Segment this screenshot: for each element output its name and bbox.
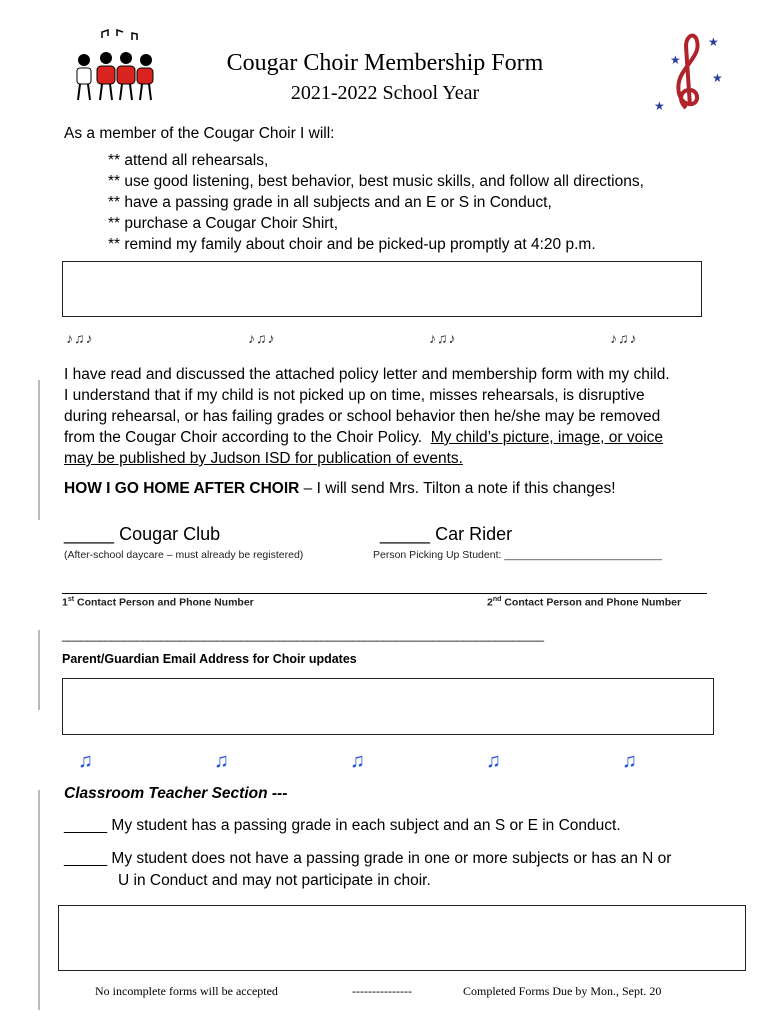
pledge-item: ** attend all rehearsals, (108, 152, 269, 169)
option-car-rider[interactable]: _____ Car Rider (380, 524, 513, 544)
svg-text:★: ★ (712, 71, 723, 85)
go-home-heading: HOW I GO HOME AFTER CHOIR (64, 480, 300, 497)
pledge-item: ** remind my family about choir and be picked-up promptly at 4:20 p.m. (108, 236, 596, 253)
svg-text:★: ★ (708, 35, 719, 49)
margin-rule (38, 380, 40, 520)
teacher-section-heading: Classroom Teacher Section --- (64, 785, 288, 802)
cougar-club-note: (After-school daycare – must already be registered) (64, 549, 304, 561)
media-consent-text: My child’s picture, image, or voice (430, 429, 664, 446)
car-rider-pickup-field[interactable]: Person Picking Up Student: ___________________________ (373, 549, 662, 561)
first-contact-label: 1st Contact Person and Phone Number (62, 596, 254, 609)
svg-text:★: ★ (654, 99, 665, 113)
policy-line: from the Cougar Choir according to the Choir Policy. My child’s picture, image, or voice (64, 429, 664, 446)
policy-line: I understand that if my child is not picked up on time, misses rehearsals, is disruptive (64, 387, 645, 404)
teacher-signature-box[interactable] (58, 905, 746, 971)
second-contact-label: 2nd Contact Person and Phone Number (487, 596, 682, 609)
student-signature-box[interactable] (62, 261, 702, 317)
pledge-item: ** purchase a Cougar Choir Shirt, (108, 215, 339, 232)
footer-separator: --------------- (352, 984, 412, 998)
teacher-option-not-passing-cont: U in Conduct and may not participate in choir. (118, 872, 431, 889)
policy-line: I have read and discussed the attached policy letter and membership form with my child. (64, 366, 670, 383)
email-label: Parent/Guardian Email Address for Choir updates (62, 652, 357, 666)
music-note-icon: ♫ (350, 750, 365, 772)
intro-lead: As a member of the Cougar Choir I will: (64, 125, 335, 142)
page-subtitle: 2021-2022 School Year (290, 82, 480, 104)
music-notes-icon: ♪♫♪ (429, 330, 457, 346)
music-notes-icon: ♪♫♪ (66, 330, 94, 346)
music-note-icon: ♫ (486, 750, 501, 772)
music-notes-icon: ♪♫♪ (248, 330, 276, 346)
go-home-line: HOW I GO HOME AFTER CHOIR – I will send Mrs. Tilton a note if this changes! (64, 480, 616, 497)
option-cougar-club[interactable]: _____ Cougar Club (64, 524, 221, 544)
music-note-icon: ♫ (78, 750, 93, 772)
svg-text:★: ★ (670, 53, 681, 67)
media-consent-text: may be published by Judson ISD for publication of events. (64, 450, 463, 467)
page-title: Cougar Choir Membership Form (226, 50, 544, 76)
margin-rule (38, 790, 40, 1010)
footer-note-left: No incomplete forms will be accepted (95, 984, 278, 998)
pledge-item: ** use good listening, best behavior, best music skills, and follow all directions, (108, 173, 644, 190)
pledge-list (108, 150, 644, 255)
footer-due-date: Completed Forms Due by Mon., Sept. 20 (463, 984, 662, 998)
music-note-icon: ♫ (622, 750, 637, 772)
teacher-option-not-passing[interactable]: _____ My student does not have a passing grade in one or more subjects or has an N or (64, 850, 672, 867)
margin-rule (38, 630, 40, 710)
policy-line: during rehearsal, or has failing grades or school behavior then he/she may be removed (64, 408, 661, 425)
email-line[interactable]: ______________________________________________________________________________ (62, 628, 544, 642)
policy-paragraph (64, 364, 744, 469)
pledge-item: ** have a passing grade in all subjects and an E or S in Conduct, (108, 194, 552, 211)
contact-signature-line[interactable] (62, 593, 707, 594)
teacher-option-passing[interactable]: _____ My student has a passing grade in each subject and an S or E in Conduct. (64, 817, 621, 834)
music-note-icon: ♫ (214, 750, 229, 772)
parent-signature-box[interactable] (62, 678, 714, 735)
music-notes-icon: ♪♫♪ (610, 330, 638, 346)
